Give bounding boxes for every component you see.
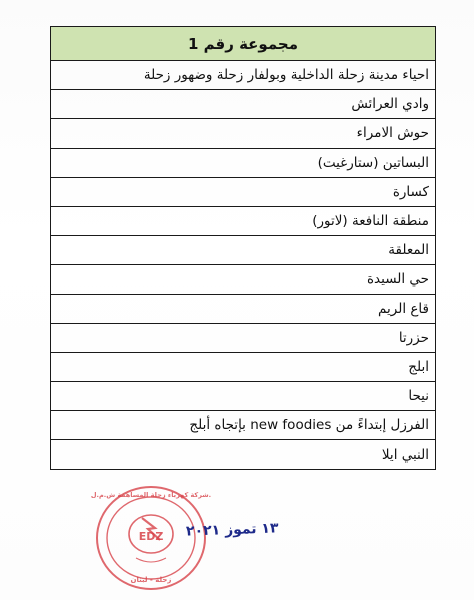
row-cell: منطقة النافعة (لاتور) [51,206,436,235]
table-row [51,206,436,235]
group-title: مجموعة رقم 1 [51,27,436,61]
table-row [51,440,436,469]
stamp-logo-text: EDZ [138,530,164,543]
row-cell: وادي العرائش [51,90,436,119]
table-row [51,382,436,411]
row-cell: حي السيدة [51,265,436,294]
row-cell: نيحا [51,382,436,411]
table-row [51,323,436,352]
row-cell: الفرزل إبتداءً من new foodies بإتجاه أبلج [51,411,436,440]
row-cell: البساتين (ستارغيت) [51,148,436,177]
row-cell: ابلج [51,352,436,381]
table-row [51,119,436,148]
handwritten-date-signature: ١٣ تموز ٢٠٢١ [185,520,279,540]
row-cell: النبي ايلا [51,440,436,469]
row-cell: حوش الامراء [51,119,436,148]
zones-table [50,26,436,470]
row-cell: كسارة [51,177,436,206]
row-cell: قاع الريم [51,294,436,323]
table-row [51,294,436,323]
stamp-bottom-text: زحلة - لبنان [130,576,172,584]
table-row [51,265,436,294]
table-row [51,352,436,381]
row-cell: احياء مدينة زحلة الداخلية وبولفار زحلة وضهور زحلة [51,61,436,90]
table-row [51,61,436,90]
row-cell: حزرتا [51,323,436,352]
stamp-ring-text: شركة كهرباء زحلة المساهمة ش.م.ل. [90,491,212,499]
row-cell: المعلقة [51,236,436,265]
table-row [51,90,436,119]
table-header-row [51,27,436,61]
table-row [51,236,436,265]
table-row [51,411,436,440]
table-row [51,148,436,177]
table-row [51,177,436,206]
